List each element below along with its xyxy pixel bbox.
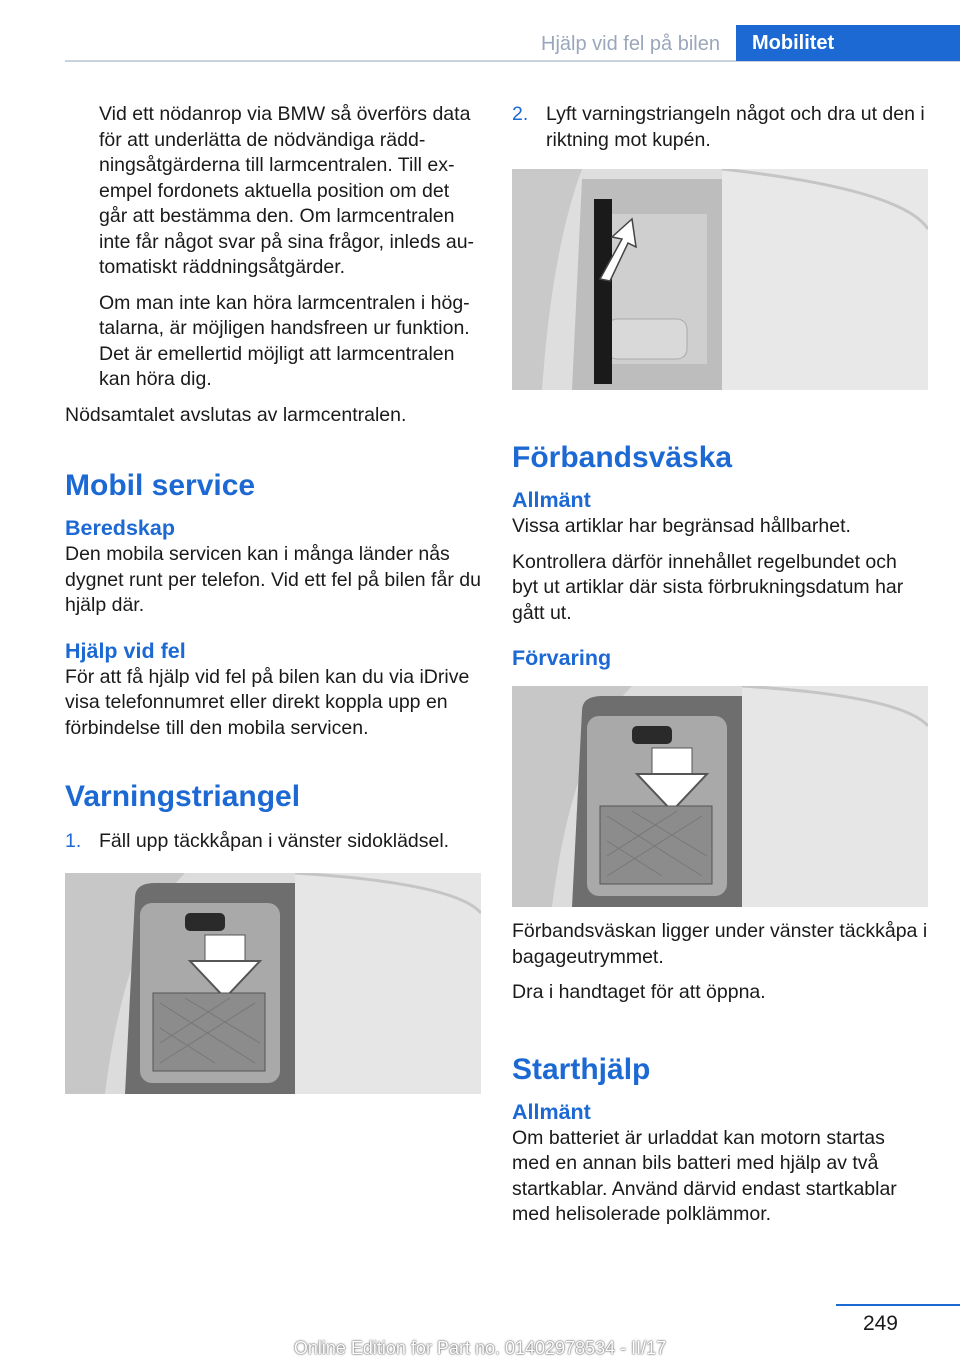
cover-open-illustration: [65, 873, 481, 1094]
edition-note: Online Edition for Part no. 01402978534 - II/17: [293, 1338, 667, 1358]
beredskap-paragraph: Den mobila servicen kan i många länder nås dygnet runt per telefon. Vid ett fel på bilen får du hjälp där.: [65, 543, 481, 616]
heading-forvaring: Förvaring: [512, 646, 612, 670]
step-2-text: Lyft varningstriangeln något och dra ut den i riktning mot kupén.: [546, 103, 925, 151]
heading-beredskap: Beredskap: [65, 516, 175, 540]
left-column: [65, 102, 481, 1094]
heading-hjalp-vid-fel: Hjälp vid fel: [65, 638, 186, 663]
allmant-1-paragraph-a: Vissa artiklar har begränsad hållbarhet.: [512, 515, 851, 537]
heading-forbandsvaska: Förbandsväska: [512, 441, 733, 474]
step-2-number: 2.: [512, 103, 529, 125]
heading-starthjalp: Starthjälp: [512, 1052, 651, 1086]
handsfree-paragraph: Om man inte kan höra larmcentralen i hög-talarna, är möjligen handsfreen ur funktion. Det är emellertid möjligt att larmcentralen kan höra dig.: [99, 291, 470, 390]
right-column: [512, 102, 928, 1238]
step-2: [512, 102, 928, 153]
step-1-number: 1.: [65, 830, 82, 852]
forvaring-paragraph-2: Dra i handtaget för att öppna.: [512, 981, 766, 1003]
starthjalp-paragraph: Om batteriet är urladdat kan motorn startas med en annan bils batteri med hjälp av två startkablar. Använd därvid endast startkablar med helisolerade polklämmor.: [512, 1126, 897, 1225]
heading-varningstriangel: Varningstriangel: [65, 780, 301, 813]
heading-allmant-1: Allmänt: [512, 488, 591, 512]
step-1-text: Fäll upp täckkåpan i vänster sidoklädsel.: [99, 830, 450, 852]
heading-mobil-service: Mobil service: [65, 469, 256, 502]
header-section-title: Hjälp vid fel på bilen: [541, 33, 720, 55]
emergency-data-paragraph: Vid ett nödanrop via BMW så överförs data för att underlätta de nödvändiga rädd-ningsåtgärderna till larmcentralen. Till ex-empel fordonets aktuella position om det går att bestämma den. Om larmcentralen inte får något svar på sina frågor, inleds au-tomatiskt räddningsåtgärder.: [99, 103, 475, 278]
page-number: 249: [862, 1312, 898, 1335]
step-1: [65, 829, 481, 855]
heading-allmant-2: Allmänt: [512, 1099, 591, 1124]
call-end-paragraph: Nödsamtalet avslutas av larmcentralen.: [65, 403, 407, 426]
first-aid-location-illustration: [512, 686, 928, 907]
hjalp-paragraph: För att få hjälp vid fel på bilen kan du via iDrive visa telefonnumret eller direkt koppla upp en förbindelse till den mobila servicen.: [65, 665, 470, 739]
allmant-1-paragraph-b: Kontrollera därför innehållet regelbundet och byt ut artiklar där sista förbrukningsdatum har gått ut.: [512, 550, 904, 624]
header-chapter-tab: Mobilitet: [736, 25, 960, 61]
forvaring-paragraph-1: Förbandsväskan ligger under vänster täckkåpa i bagageutrymmet.: [512, 920, 928, 968]
triangle-pull-illustration: [512, 169, 928, 390]
footer-rule: [836, 1304, 960, 1306]
